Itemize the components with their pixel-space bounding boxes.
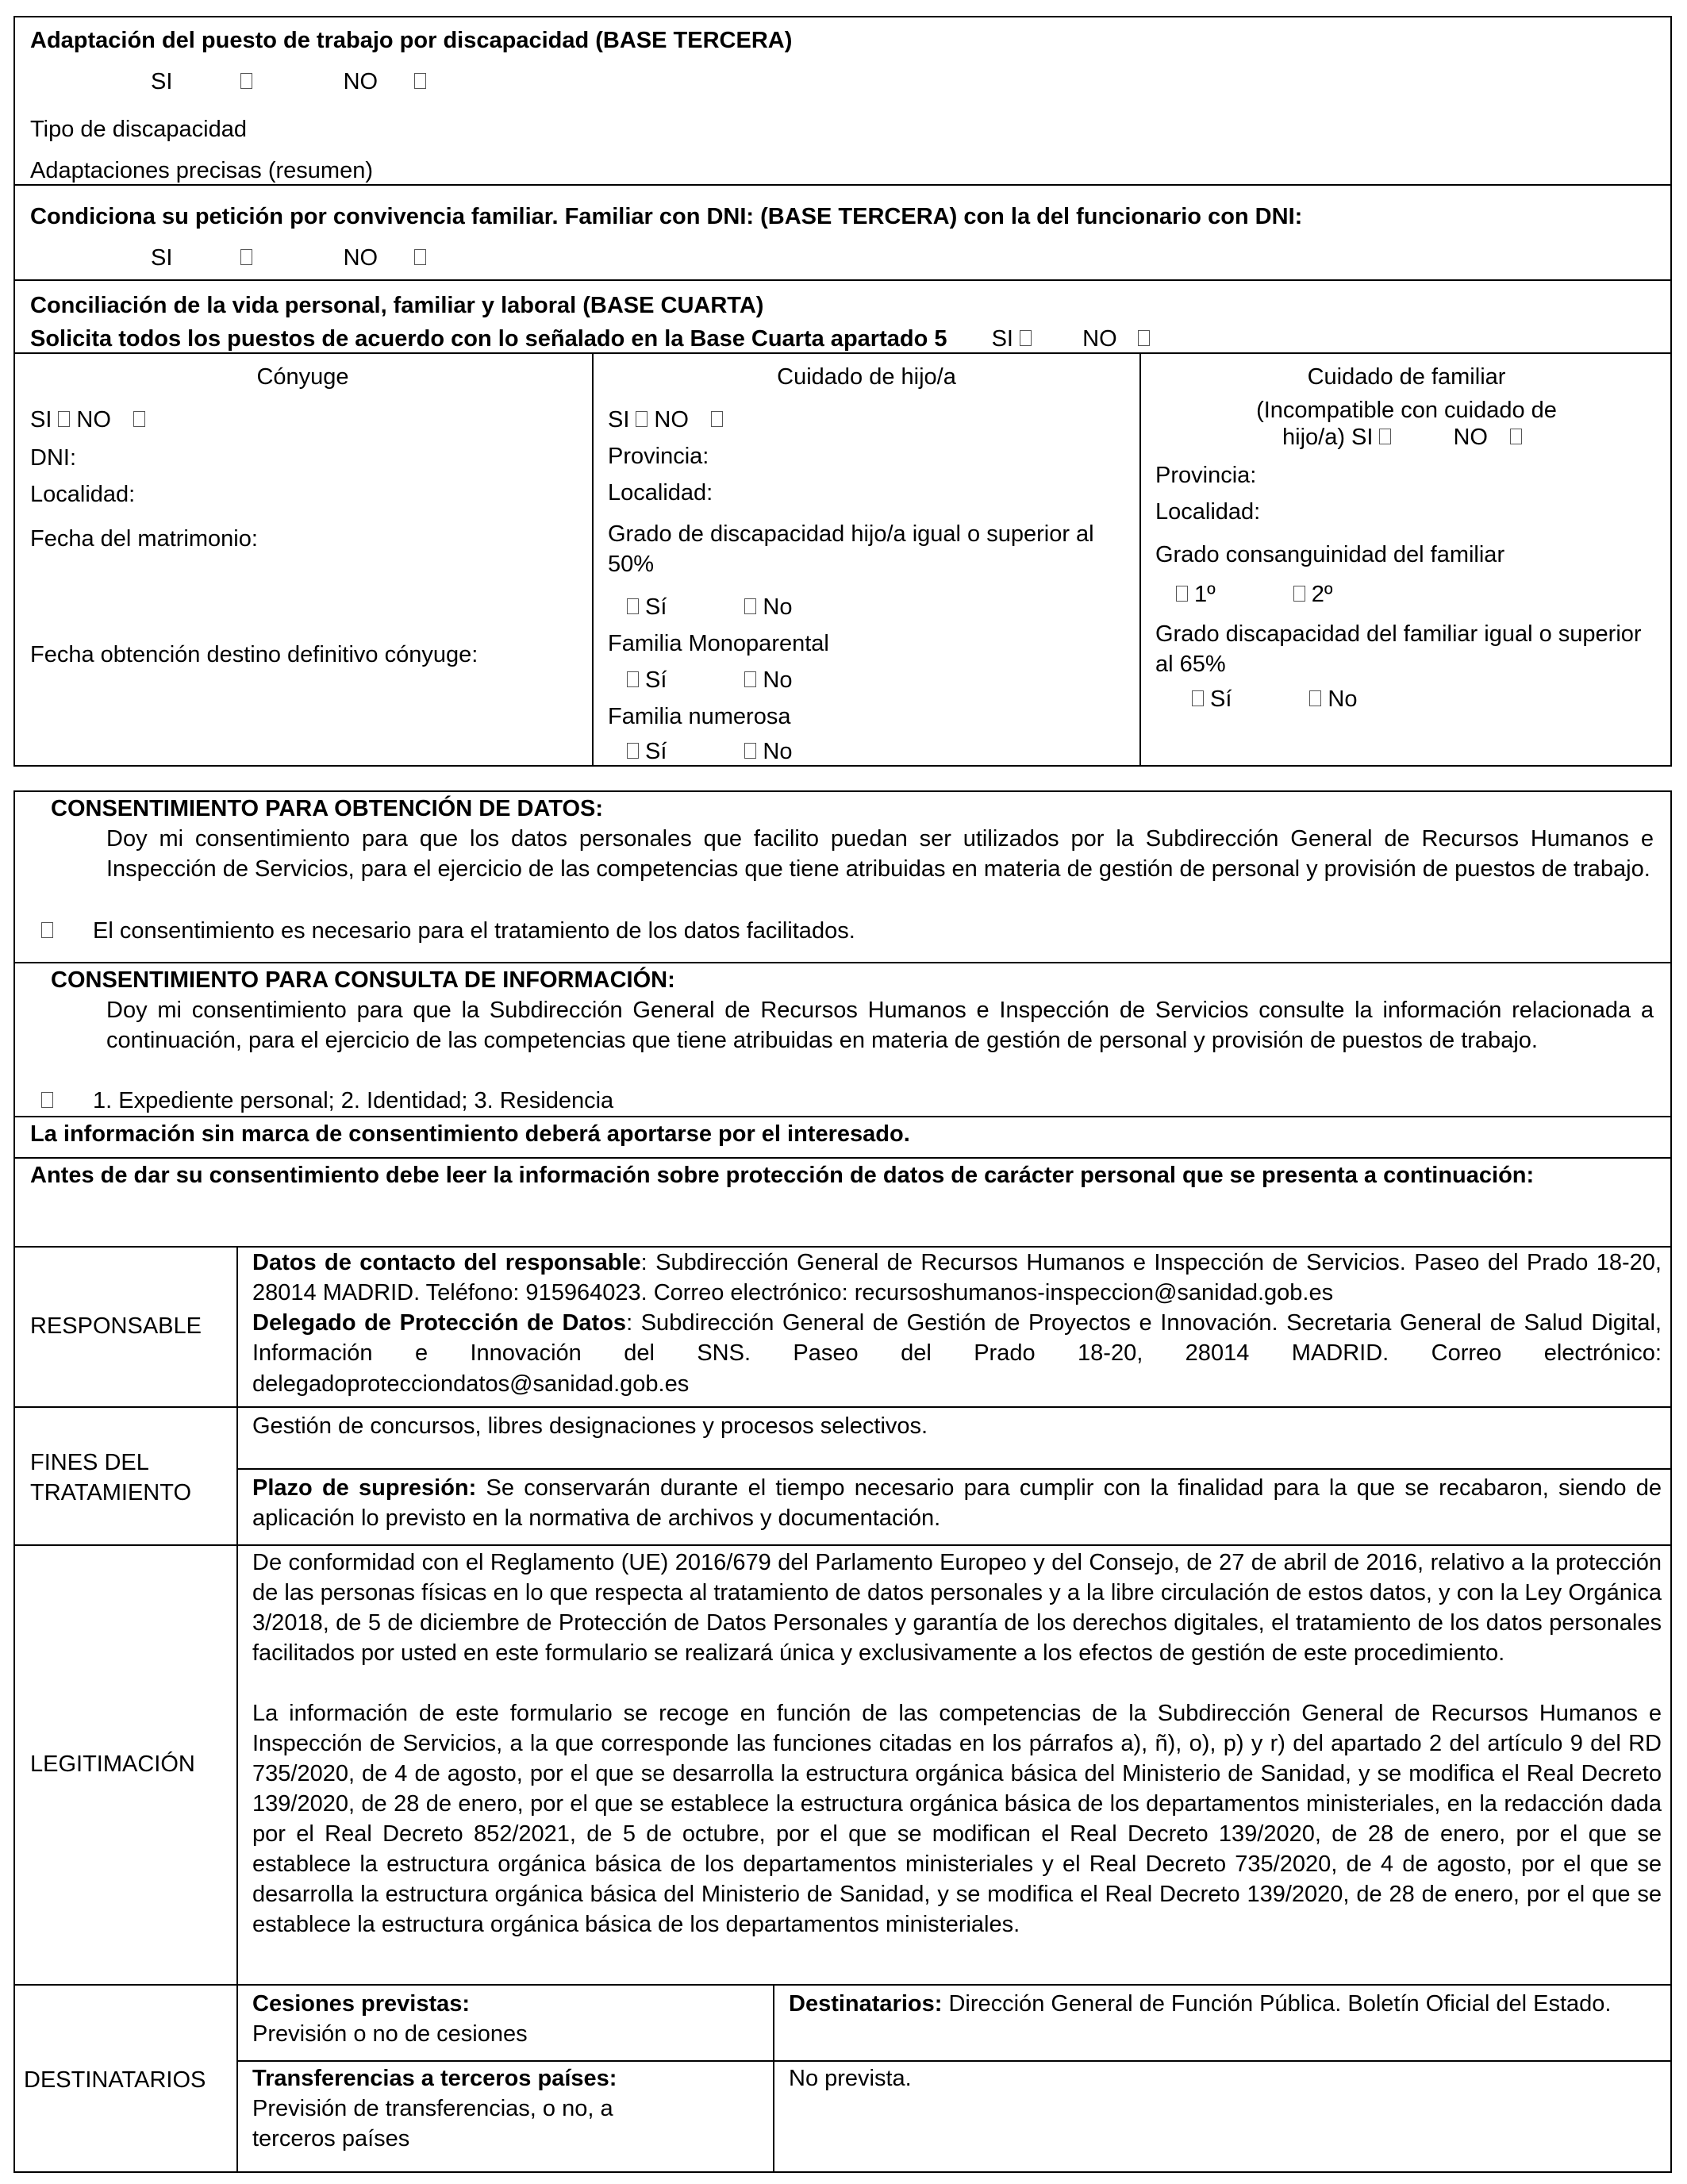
hijo-no-checkbox[interactable] bbox=[711, 411, 723, 427]
conyuge-no-checkbox[interactable] bbox=[133, 411, 145, 427]
familiar-header-3: hijo/a) SI bbox=[1282, 425, 1374, 450]
familiar-si-checkbox[interactable] bbox=[1379, 429, 1391, 444]
consent1-checkbox[interactable] bbox=[41, 922, 53, 938]
section2-si-checkbox[interactable] bbox=[240, 249, 252, 265]
consent1-note: El consentimiento es necesario para el tratamiento de los datos facilitados. bbox=[93, 918, 855, 944]
destinatarios-label: DESTINATARIOS bbox=[24, 2067, 206, 2093]
fines-label-1: FINES DEL bbox=[30, 1450, 149, 1475]
consent1-title: CONSENTIMIENTO PARA OBTENCIÓN DE DATOS: bbox=[51, 796, 604, 821]
conyuge-header: Cónyuge bbox=[256, 364, 349, 390]
section1-no-checkbox[interactable] bbox=[414, 73, 426, 89]
segundo-grado-label: 2º bbox=[1311, 582, 1333, 607]
section1-options bbox=[151, 67, 432, 97]
section2-no-checkbox[interactable] bbox=[414, 249, 426, 265]
hijo-si-label: SI bbox=[608, 407, 630, 433]
familiar-options bbox=[1282, 422, 1528, 452]
segundo-grado-checkbox[interactable] bbox=[1293, 586, 1305, 602]
no-label: No bbox=[763, 667, 793, 693]
consent2-title: CONSENTIMIENTO PARA CONSULTA DE INFORMACIÓN: bbox=[51, 967, 675, 993]
hijo-numerosa: Familia numerosa bbox=[608, 704, 791, 729]
divider bbox=[236, 1468, 1672, 1470]
consent2-body: Doy mi consentimiento para que la Subdirección General de Recursos Humanos e Inspección de Servicios consulte la información relacionada a continuación, para el ejercicio de las competencias que tiene atribuidas en materia de gestión de personal y provisión de puestos de trabajo. bbox=[106, 998, 1654, 1054]
consent2-note-row bbox=[35, 1086, 613, 1116]
hijo-si-checkbox[interactable] bbox=[636, 411, 648, 427]
divider bbox=[13, 279, 1672, 281]
fines-plazo bbox=[252, 1473, 1662, 1534]
hijo-provincia: Provincia: bbox=[608, 444, 709, 469]
cesiones-text: Previsión o no de cesiones bbox=[252, 2021, 528, 2047]
adaptaciones-label: Adaptaciones precisas (resumen) bbox=[30, 158, 373, 183]
section3-subtitle: Solicita todos los puestos de acuerdo con lo señalado en la Base Cuarta apartado 5 bbox=[30, 326, 947, 352]
section3-si-label: SI bbox=[991, 326, 1013, 352]
familiar-header-2: (Incompatible con cuidado de bbox=[1256, 398, 1557, 423]
antes-text: Antes de dar su consentimiento debe leer la información sobre protección de datos de carácter personal que se presenta a continuación: bbox=[30, 1163, 1535, 1188]
conyuge-si-checkbox[interactable] bbox=[58, 411, 70, 427]
familiar-grado: Grado discapacidad del familiar igual o superior al 65% bbox=[1155, 621, 1642, 678]
section2-no-label: NO bbox=[343, 245, 379, 271]
si-label: Sí bbox=[1210, 686, 1232, 712]
primer-grado-label: 1º bbox=[1194, 582, 1216, 607]
hijo-monoparental: Familia Monoparental bbox=[608, 631, 829, 656]
hijo-grado: Grado de discapacidad hijo/a igual o superior al 50% bbox=[608, 521, 1094, 578]
conyuge-dni: DNI: bbox=[30, 445, 76, 471]
section1-no-label: NO bbox=[343, 69, 379, 94]
familiar-provincia: Provincia: bbox=[1155, 463, 1257, 488]
divider bbox=[13, 1157, 1672, 1159]
familiar-no-label: NO bbox=[1453, 425, 1488, 450]
hijo-grado-no-checkbox[interactable] bbox=[744, 598, 756, 614]
monoparental-si-checkbox[interactable] bbox=[627, 671, 639, 687]
hijo-grado-si-checkbox[interactable] bbox=[627, 598, 639, 614]
hijo-no-label: NO bbox=[654, 407, 689, 433]
responsable-delegado bbox=[252, 1308, 1662, 1399]
aviso-text: La información sin marca de consentimiento deberá aportarse por el interesado. bbox=[30, 1121, 910, 1147]
delegado-bold: Delegado de Protección de Datos bbox=[252, 1310, 627, 1336]
consent1-body: Doy mi consentimiento para que los datos personales que facilito puedan ser utilizados por la Subdirección General de Recursos Humanos e Inspección de Servicios, para el ejercicio de las competencias que tiene atribuidas en materia de gestión de personal y provisión de puestos de trabajo. bbox=[106, 826, 1654, 882]
destinatarios-value: Dirección General de Función Pública. Boletín Oficial del Estado. bbox=[942, 1991, 1612, 2017]
delegado-text: : Subdirección General de Gestión de Proyectos e Innovación. Secretaria General de Salud Digital, Información e Innovación del SNS. Paseo del Prado 18-20, 28014 MADRID. Correo electrónico: delegadoprotecciondatos@sanidad.gob.es bbox=[252, 1310, 1662, 1397]
hijo-numerosa-options bbox=[621, 736, 792, 767]
familiar-no-checkbox[interactable] bbox=[1510, 429, 1522, 444]
section3-no-label: NO bbox=[1082, 326, 1117, 352]
monoparental-no-checkbox[interactable] bbox=[744, 671, 756, 687]
conyuge-fecha-destino: Fecha obtención destino definitivo cónyuge: bbox=[30, 642, 478, 667]
si-label: Sí bbox=[645, 667, 667, 693]
no-label: No bbox=[1328, 686, 1358, 712]
si-label: Sí bbox=[645, 594, 667, 620]
cesiones-title: Cesiones previstas: bbox=[252, 1991, 471, 2017]
divider bbox=[13, 184, 1672, 186]
hijo-monoparental-options bbox=[621, 665, 792, 695]
column-divider bbox=[592, 352, 594, 767]
consent2-note: 1. Expediente personal; 2. Identidad; 3. Residencia bbox=[93, 1088, 614, 1113]
section1-si-checkbox[interactable] bbox=[240, 73, 252, 89]
responsable-contacto bbox=[252, 1248, 1662, 1309]
familiar-header: Cuidado de familiar bbox=[1307, 364, 1506, 390]
numerosa-no-checkbox[interactable] bbox=[744, 743, 756, 759]
conyuge-no-label: NO bbox=[76, 407, 111, 433]
familiar-consanguinidad-options bbox=[1170, 579, 1332, 609]
label-column-divider bbox=[236, 1246, 238, 2173]
fines-gestion: Gestión de concursos, libres designaciones y procesos selectivos. bbox=[252, 1413, 928, 1439]
numerosa-si-checkbox[interactable] bbox=[627, 743, 639, 759]
section3-si-checkbox[interactable] bbox=[1020, 330, 1032, 346]
section1-title: Adaptación del puesto de trabajo por discapacidad (BASE TERCERA) bbox=[30, 28, 793, 53]
section3-title: Conciliación de la vida personal, familiar y laboral (BASE CUARTA) bbox=[30, 293, 764, 318]
divider bbox=[13, 352, 1672, 354]
familiar-grado-si-checkbox[interactable] bbox=[1192, 690, 1204, 706]
hijo-localidad: Localidad: bbox=[608, 480, 713, 506]
transferencias-title: Transferencias a terceros países: bbox=[252, 2066, 617, 2091]
primer-grado-checkbox[interactable] bbox=[1176, 586, 1188, 602]
divider bbox=[13, 1544, 1672, 1546]
divider bbox=[236, 2060, 1672, 2062]
no-label: No bbox=[763, 739, 793, 764]
legitimacion-p1: De conformidad con el Reglamento (UE) 2016/679 del Parlamento Europeo y del Consejo, de 27 de abril de 2016, relativo a la protección de las personas físicas en lo que respecta al tratamiento de datos personales y a la libre circulación de estos datos, y con la Ley Orgánica 3/2018, de 5 de diciembre de Protección de Datos Personales y garantía de los derechos digitales, el tratamiento de los datos personales facilitados por usted en este formulario se realizará única y exclusivamente a los efectos de gestión de este procedimiento. bbox=[252, 1550, 1662, 1666]
plazo-bold: Plazo de supresión: bbox=[252, 1475, 477, 1501]
legitimacion-label: LEGITIMACIÓN bbox=[30, 1751, 195, 1777]
section3-no-checkbox[interactable] bbox=[1138, 330, 1150, 346]
contacto-text: : Subdirección General de Recursos Humanos e Inspección de Servicios. Paseo del Prado 18-20, 28014 MADRID. Teléfono: 915964023. Correo electrónico: recursoshumanos-inspeccion@sanidad.gob.es bbox=[252, 1250, 1662, 1306]
hijo-header: Cuidado de hijo/a bbox=[777, 364, 956, 390]
contacto-bold: Datos de contacto del responsable bbox=[252, 1250, 641, 1275]
section2-title: Condiciona su petición por convivencia familiar. Familiar con DNI: (BASE TERCERA) con la del funcionario con DNI: bbox=[30, 204, 1303, 229]
hijo-grado-options bbox=[621, 592, 792, 622]
conyuge-fecha-matrimonio: Fecha del matrimonio: bbox=[30, 526, 258, 552]
fines-label-2: TRATAMIENTO bbox=[30, 1480, 191, 1505]
divider bbox=[13, 962, 1672, 963]
transferencias-text: Previsión de transferencias, o no, a terceros países bbox=[252, 2096, 613, 2152]
familiar-consanguinidad: Grado consanguinidad del familiar bbox=[1155, 542, 1505, 567]
section3-subtitle-row bbox=[30, 324, 1156, 354]
divider bbox=[13, 1406, 1672, 1408]
section2-options bbox=[151, 243, 432, 273]
section2-si-label: SI bbox=[151, 245, 173, 271]
legitimacion-p2: La información de este formulario se recoge en función de las competencias de la Subdirección General de Recursos Humanos e Inspección de Servicios, a la que corresponde las funciones citadas en los párrafos a), ñ), o), p) y r) del apartado 2 del artículo 9 del RD 735/2020, de 4 de agosto, por el que se desarrolla la estructura orgánica básica del Ministerio de Sanidad, y se modifica el Real Decreto 139/2020, de 28 de enero, por el que se establece la estructura orgánica básica de los departamentos ministeriales, en la redacción dada por el Real Decreto 852/2021, de 5 de octubre, por el que se modifican el Real Decreto 139/2020, de 28 de enero, por el que se establece la estructura orgánica básica de los departamentos ministeriales y el Real Decreto 735/2020, de 4 de agosto, por el que se desarrolla la estructura orgánica básica del Ministerio de Sanidad, y se modifica el Real Decreto 139/2020, de 28 de enero, por el que se establece la estructura orgánica básica de los departamentos ministeriales. bbox=[252, 1701, 1662, 1937]
section1-si-label: SI bbox=[151, 69, 173, 94]
familiar-grado-options bbox=[1186, 684, 1357, 714]
column-divider bbox=[773, 1984, 774, 2173]
consent2-checkbox[interactable] bbox=[41, 1092, 53, 1108]
destinatarios-bold: Destinatarios: bbox=[789, 1991, 943, 2017]
conyuge-localidad: Localidad: bbox=[30, 482, 136, 507]
hijo-options bbox=[608, 405, 729, 435]
no-prevista-text: No prevista. bbox=[789, 2066, 912, 2091]
tipo-discapacidad-label: Tipo de discapacidad bbox=[30, 117, 247, 142]
si-label: Sí bbox=[645, 739, 667, 764]
divider bbox=[13, 1984, 1672, 1986]
conyuge-options bbox=[30, 405, 152, 435]
familiar-localidad: Localidad: bbox=[1155, 499, 1261, 525]
divider bbox=[13, 1116, 1672, 1117]
no-label: No bbox=[763, 594, 793, 620]
destinatarios-text bbox=[789, 1989, 1654, 2019]
conyuge-si-label: SI bbox=[30, 407, 52, 433]
plazo-text: Se conservarán durante el tiempo necesario para cumplir con la finalidad para la que se recabaron, siendo de aplicación lo previsto en la normativa de archivos y documentación. bbox=[252, 1475, 1662, 1532]
familiar-grado-no-checkbox[interactable] bbox=[1309, 690, 1321, 706]
consent1-note-row bbox=[35, 916, 855, 946]
responsable-label: RESPONSABLE bbox=[30, 1313, 202, 1339]
